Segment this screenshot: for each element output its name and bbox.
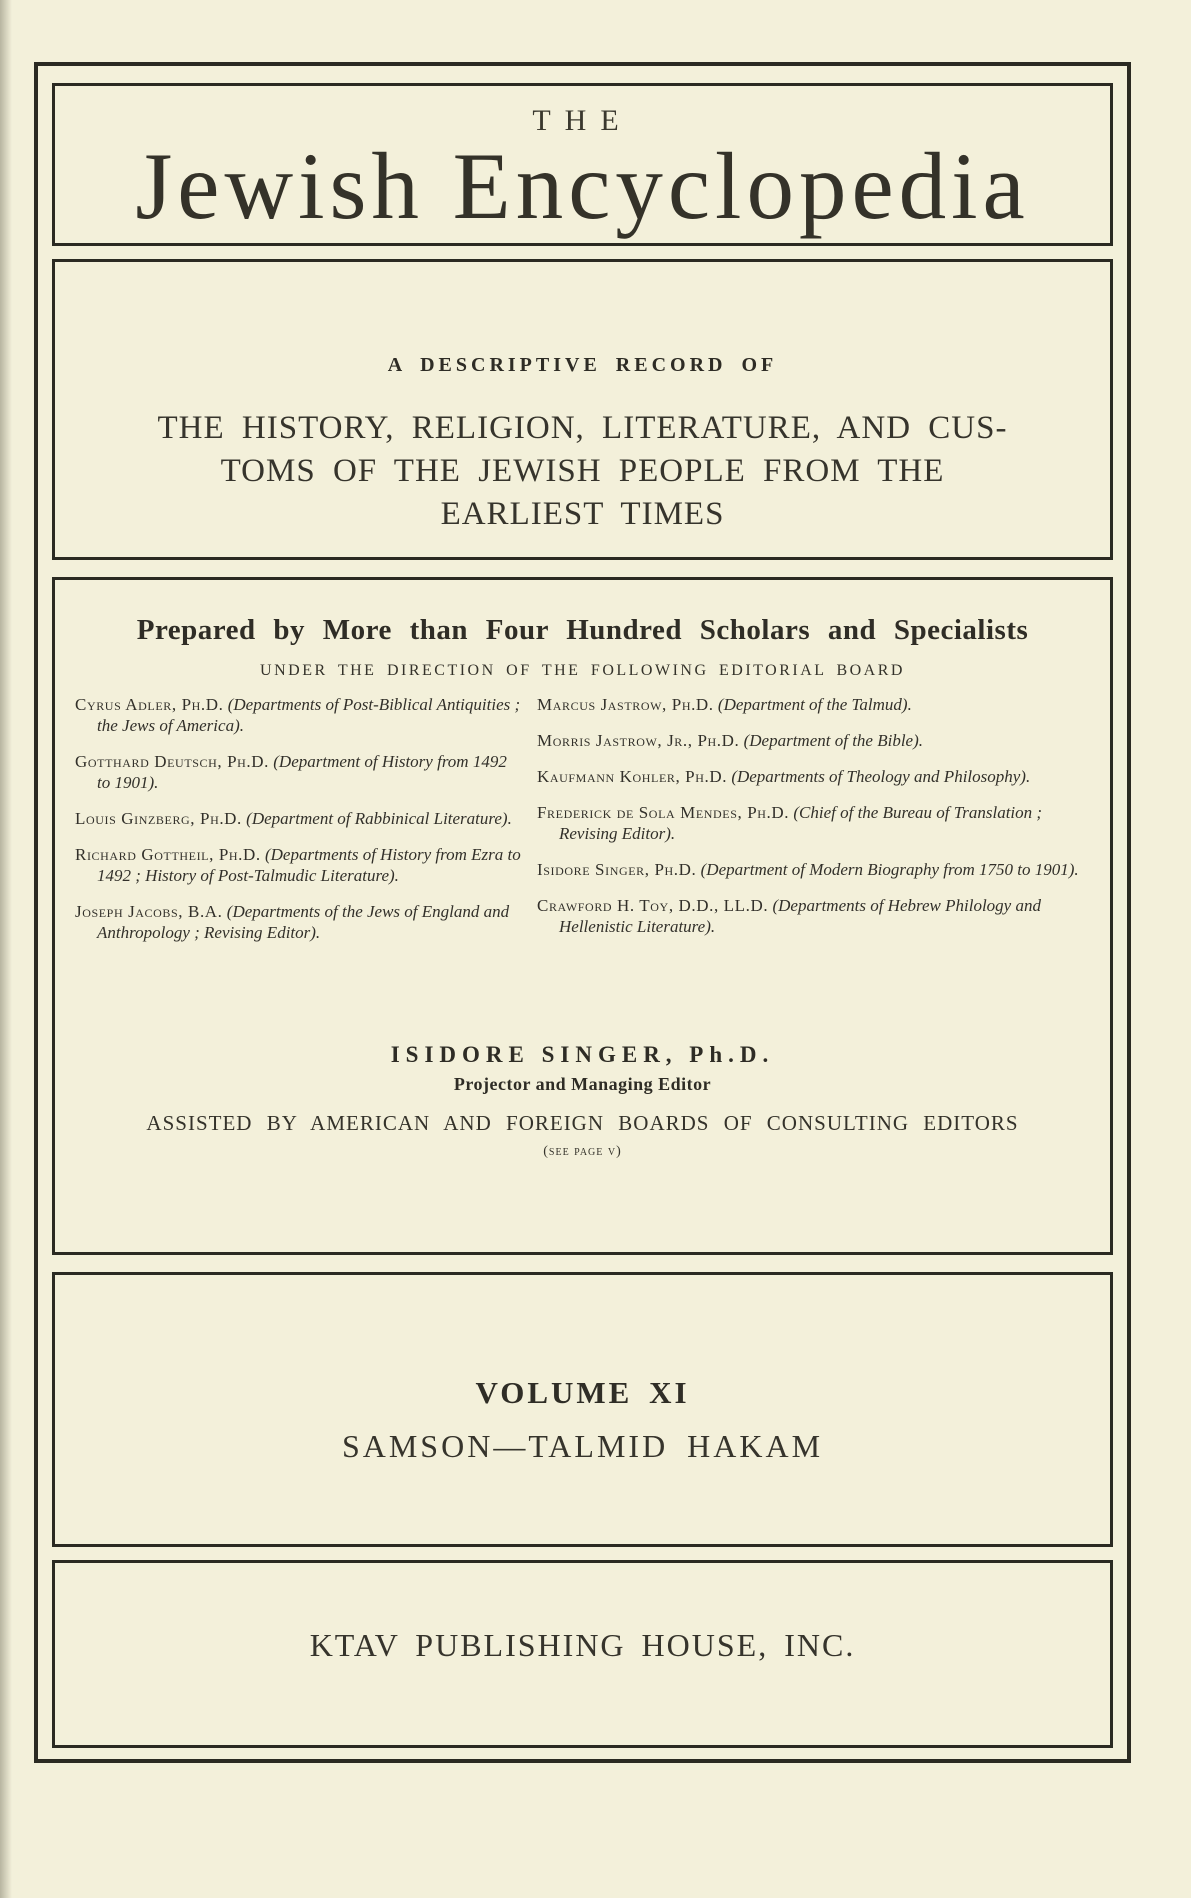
editor-entry: [75, 751, 521, 793]
descriptive-kicker: A DESCRIPTIVE RECORD OF: [387, 354, 778, 376]
scan-page-edge-shadow: [0, 0, 12, 1898]
editor-dept: (Chief of the Bureau of Translation ; Revising Editor).: [559, 803, 1043, 843]
title-panel: [52, 83, 1113, 246]
prepared-heading: Prepared by More than Four Hundred Scholars and Specialists: [136, 614, 1029, 646]
volume-panel: [52, 1272, 1113, 1547]
editor-entry: [537, 730, 1089, 751]
editor-entry: [75, 901, 521, 943]
editor-dept: (Departments of Theology and Philosophy).: [731, 767, 1031, 786]
descriptive-line: THE HISTORY, RELIGION, LITERATURE, AND CUS-: [157, 410, 1008, 446]
descriptive-lines: [55, 407, 1110, 536]
editor-dept: (Department of Modern Biography from 1750 to 1901).: [700, 860, 1079, 879]
publisher-name: KTAV PUBLISHING HOUSE, INC.: [309, 1627, 856, 1663]
editor-entry: [75, 694, 521, 736]
record-panel: [52, 259, 1113, 560]
editor-entry: [537, 895, 1089, 937]
editor-dept: (Department of Rabbinical Literature).: [246, 809, 512, 828]
editor-name: Marcus Jastrow, Ph.D.: [537, 695, 714, 714]
editor-dept: (Departments of Hebrew Philology and Hellenistic Literature).: [559, 896, 1041, 936]
editor-name: Frederick de Sola Mendes, Ph.D.: [537, 803, 790, 822]
editor-dept: (Department of the Bible).: [743, 731, 924, 750]
volume-range: SAMSON—TALMID HAKAM: [341, 1428, 824, 1464]
editor-dept: (Departments of History from Ezra to 1492 ; History of Post-Talmudic Literature).: [97, 845, 521, 885]
editor-dept: (Departments of the Jews of England and Anthropology ; Revising Editor).: [97, 902, 510, 942]
publisher-panel: [52, 1560, 1113, 1748]
editors-right-column: [537, 694, 1089, 958]
editor-name: Morris Jastrow, Jr., Ph.D.: [537, 731, 740, 750]
volume-number: VOLUME XI: [475, 1375, 690, 1410]
page-title: Jewish Encyclopedia: [135, 133, 1030, 239]
editor-entry: [75, 844, 521, 886]
editor-name: Kaufmann Kohler, Ph.D.: [537, 767, 728, 786]
direction-subheading: UNDER THE DIRECTION OF THE FOLLOWING EDITORIAL BOARD: [260, 662, 905, 679]
editor-dept: (Department of the Talmud).: [717, 695, 912, 714]
editor-name: Joseph Jacobs, B.A.: [75, 902, 223, 921]
assisted-line: ASSISTED BY AMERICAN AND FOREIGN BOARDS OF CONSULTING EDITORS: [146, 1111, 1019, 1135]
editor-entry: [537, 802, 1089, 844]
editor-name: Crawford H. Toy, D.D., LL.D.: [537, 896, 769, 915]
title-the: THE: [532, 104, 633, 137]
editor-name: Isidore Singer, Ph.D.: [537, 860, 697, 879]
editor-name: Louis Ginzberg, Ph.D.: [75, 809, 242, 828]
editor-entry: [75, 808, 521, 829]
managing-editor-name: ISIDORE SINGER, Ph.D.: [390, 1042, 775, 1067]
managing-editor-role: Projector and Managing Editor: [453, 1074, 712, 1094]
descriptive-line: EARLIEST TIMES: [440, 496, 725, 532]
editors-left-column: [75, 694, 521, 958]
editor-dept: (Department of History from 1492 to 1901).: [97, 752, 507, 792]
editor-entry: [537, 859, 1089, 880]
editorial-panel: [52, 577, 1113, 1255]
see-page-note: (see page v): [543, 1144, 622, 1159]
descriptive-line: TOMS OF THE JEWISH PEOPLE FROM THE: [220, 453, 945, 489]
editors-columns: [55, 694, 1110, 958]
editor-name: Gotthard Deutsch, Ph.D.: [75, 752, 269, 771]
editor-entry: [537, 766, 1089, 787]
editor-name: Richard Gottheil, Ph.D.: [75, 845, 261, 864]
editor-entry: [537, 694, 1089, 715]
editor-dept: (Departments of Post-Biblical Antiquities ; the Jews of America).: [97, 695, 521, 735]
editor-name: Cyrus Adler, Ph.D.: [75, 695, 224, 714]
